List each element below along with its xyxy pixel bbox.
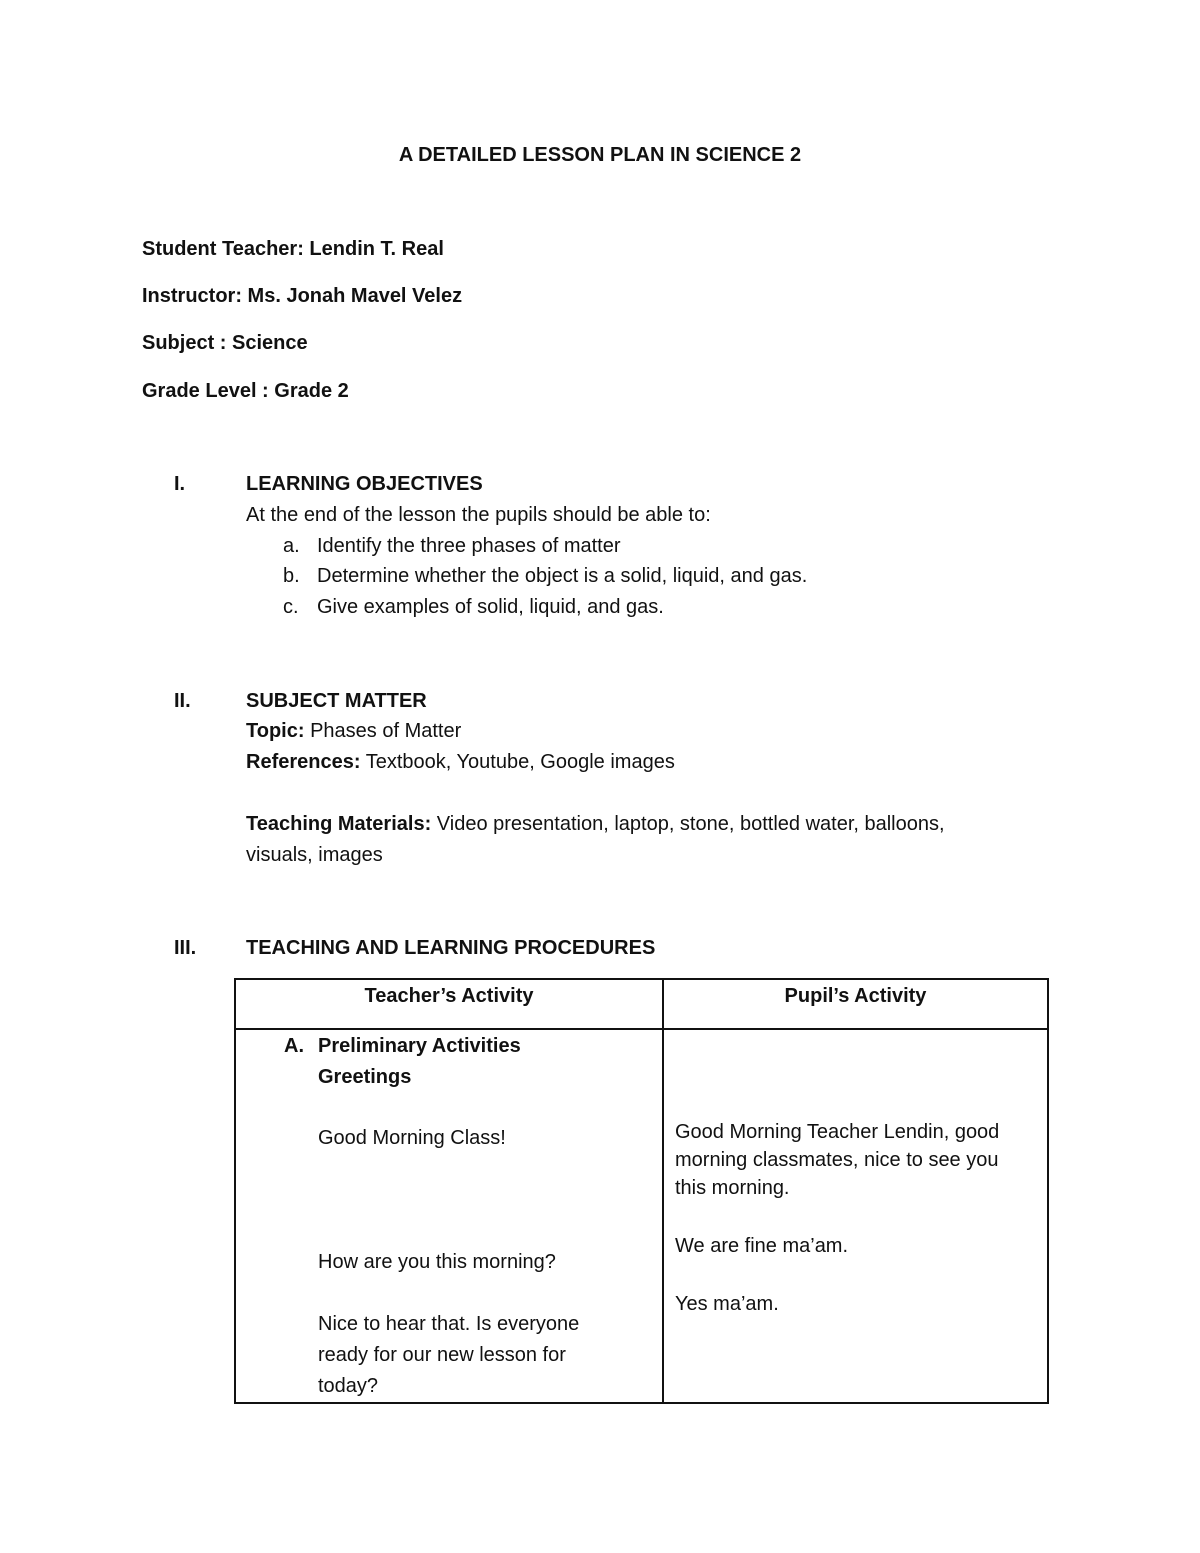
materials-value: Video presentation, laptop, stone, bottled water, balloons,: [431, 813, 945, 835]
teacher-ready-line-1: Nice to hear that. Is everyone: [318, 1313, 580, 1335]
table-header-row: [235, 979, 1048, 1029]
preliminary-activities-heading: Preliminary Activities: [318, 1035, 521, 1057]
teacher-ready-line-2: ready for our new lesson for: [318, 1344, 566, 1366]
section-2-heading: SUBJECT MATTER: [246, 690, 427, 712]
objective-item-c: Give examples of solid, liquid, and gas.: [317, 596, 664, 618]
objective-letter-c: c.: [283, 596, 299, 618]
teacher-activity-cell: [235, 1029, 663, 1403]
objective-item-a: Identify the three phases of matter: [317, 535, 621, 557]
objective-item-b: Determine whether the object is a solid, liquid, and gas.: [317, 565, 808, 587]
procedures-table: [234, 978, 1049, 1404]
header-teacher-activity: Teacher’s Activity: [235, 979, 663, 1029]
header-pupil-activity: Pupil’s Activity: [663, 979, 1048, 1029]
instructor-line: Instructor: Ms. Jonah Mavel Velez: [142, 285, 463, 307]
student-teacher-line: Student Teacher: Lendin T. Real: [142, 238, 444, 260]
subject-line: Subject : Science: [142, 332, 308, 354]
section-3-numeral: III.: [174, 937, 197, 959]
topic-line: [246, 720, 461, 743]
grade-level-line: Grade Level : Grade 2: [142, 380, 349, 402]
topic-value: Phases of Matter: [304, 720, 462, 742]
section-1-heading: LEARNING OBJECTIVES: [246, 473, 483, 495]
objective-letter-a: a.: [283, 535, 300, 557]
table-row: [235, 1029, 1048, 1403]
pupil-greeting-line-3: this morning.: [675, 1177, 790, 1199]
teacher-greeting: Good Morning Class!: [318, 1127, 506, 1149]
pupil-greeting-line-1: Good Morning Teacher Lendin, good: [675, 1121, 1000, 1143]
pupil-activity-cell: [663, 1029, 1048, 1403]
document-title: A DETAILED LESSON PLAN IN SCIENCE 2: [398, 144, 802, 166]
materials-line: [246, 813, 945, 836]
greetings-heading: Greetings: [318, 1066, 412, 1088]
section-1-numeral: I.: [174, 473, 186, 495]
topic-label: Topic:: [246, 720, 305, 742]
objective-letter-b: b.: [283, 565, 300, 587]
references-label: References:: [246, 751, 361, 773]
objectives-intro: At the end of the lesson the pupils should be able to:: [246, 504, 711, 526]
teacher-question: How are you this morning?: [318, 1251, 556, 1273]
references-line: [246, 751, 675, 774]
section-3-heading: TEACHING AND LEARNING PROCEDURES: [246, 937, 656, 959]
pupil-answer-yes: Yes ma’am.: [675, 1293, 779, 1315]
materials-line-2: visuals, images: [246, 844, 383, 866]
references-value: Textbook, Youtube, Google images: [360, 751, 675, 773]
pupil-answer-fine: We are fine ma’am.: [675, 1235, 849, 1257]
activity-letter-a: A.: [284, 1035, 304, 1057]
materials-label: Teaching Materials:: [246, 813, 432, 835]
pupil-greeting-line-2: morning classmates, nice to see you: [675, 1149, 999, 1171]
section-2-numeral: II.: [174, 690, 191, 712]
teacher-ready-line-3: today?: [318, 1375, 379, 1397]
